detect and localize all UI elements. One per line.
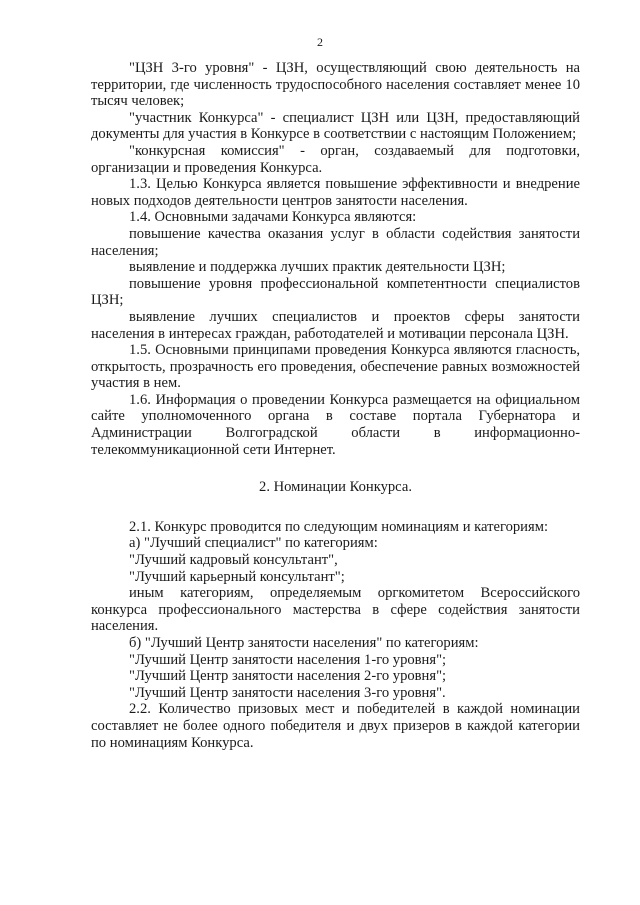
task-item: выявление и поддержка лучших практик деятельности ЦЗН; [129,259,506,276]
document-body [91,60,580,751]
clause-1-4: 1.4. Основными задачами Конкурса являются: [129,209,417,226]
clause-1-3: 1.3. Целью Конкурса является повышение эффективности и внедрение новых подходов деятельности центров занятости населения. [91,176,580,209]
task-item: повышение качества оказания услуг в области содействия занятости населения; [91,225,580,259]
category-item: "Лучший Центр занятости населения 3-го уровня". [129,684,446,701]
nomination-b: б) "Лучший Центр занятости населения" по категориям: [129,635,479,651]
clause-1-6: 1.6. Информация о проведении Конкурса размещается на официальном сайте уполномоченного органа в составе портала Губернатора и Администрации Волгоградской области в информационно-телекоммуникационной сети Интернет. [91,391,580,458]
definition-participant: "участник Конкурса" - специалист ЦЗН или ЦЗН, предоставляющий документы для участия в Конкурсе в соответствии с настоящим Положением; [91,109,580,143]
definition-commission: "конкурсная комиссия" - орган, создаваемый для подготовки, организации и проведения Конкурса. [91,142,580,176]
clause-2-2: 2.2. Количество призовых мест и победителей в каждой номинации составляет не более одного победителя и двух призеров в каждой категории по номинациям Конкурса. [91,701,580,751]
page-number: 2 [317,35,323,49]
section-heading: 2. Номинации Конкурса. [259,479,412,496]
task-item: выявление лучших специалистов и проектов сферы занятости населения в интересах граждан, работодателей и мотивации персонала ЦЗН. [91,308,580,342]
category-item: "Лучший Центр занятости населения 2-го уровня"; [129,668,447,685]
category-item: "Лучший Центр занятости населения 1-го уровня"; [129,651,447,668]
nomination-a: а) "Лучший специалист" по категориям: [129,535,378,552]
category-item: "Лучший кадровый консультант", [129,552,338,569]
clause-1-5: 1.5. Основными принципами проведения Конкурса являются гласность, открытость, прозрачность его проведения, обеспечение равных возможностей участия в нем. [91,342,580,392]
task-item: повышение уровня профессиональной компетентности специалистов ЦЗН; [91,275,580,309]
definition-czn-level-3: "ЦЗН 3-го уровня" - ЦЗН, осуществляющий свою деятельность на территории, где численность трудоспособного населения составляет менее 10 тысяч человек; [91,60,580,110]
category-item: иным категориям, определяемым оргкомитетом Всероссийского конкурса профессионального мастерства в сфере содействия занятости населения. [91,585,580,635]
category-item: "Лучший карьерный консультант"; [129,568,345,585]
clause-2-1: 2.1. Конкурс проводится по следующим номинациям и категориям: [129,518,548,535]
